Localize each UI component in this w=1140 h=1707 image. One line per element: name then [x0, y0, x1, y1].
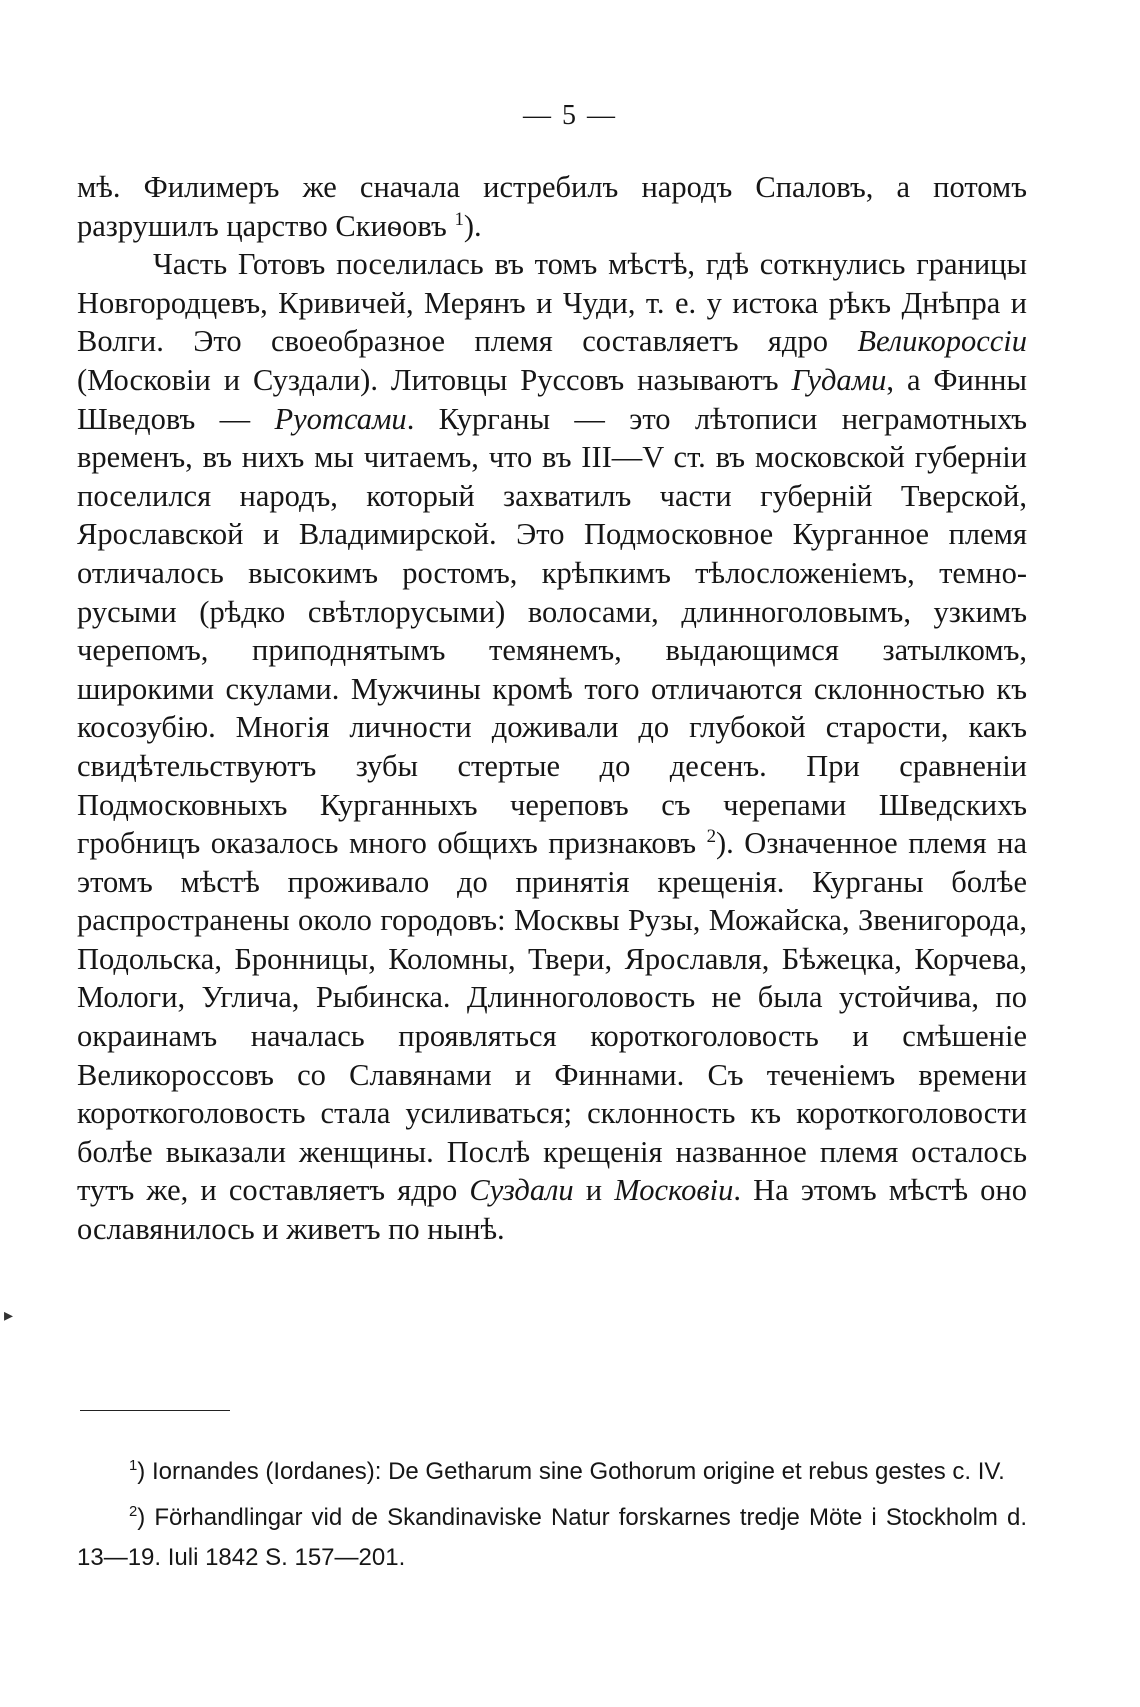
italic-term: Московіи — [614, 1173, 734, 1208]
italic-term: Руотсами — [274, 401, 407, 436]
text-run: ). Означенное племя на этомъ мѣстѣ проживало до принятія крещенія. Курганы болѣе распространены около городовъ: Москвы Рузы, Можайска, Звенигорода, Подольска, Бронницы, Коломны, Твери, Ярославля, Бѣжецка, Корчева, Мологи, Углича, Рыбинска. Длинноголовость не была устойчива, по окраинамъ началась проявляться короткоголовость и смѣшеніе Великороссовъ со Славянами и Финнами. Съ теченіемъ времени короткоголовость стала усиливаться; склонность къ короткоголовости болѣе выказали женщины. Послѣ крещенія названное племя осталось тутъ же, и составляетъ ядро — [77, 826, 1028, 1208]
page-number: — 5 — — [523, 100, 617, 131]
footnote-marker-paren: ) — [137, 1504, 155, 1531]
text-run: . Курганы — это лѣтописи неграмотныхъ временъ, въ нихъ мы читаемъ, что въ III—V ст. въ московской губерніи поселился народъ, который захватилъ части губерній Тверской, Ярославской и Владимирской. Это Подмосковное Курганное племя отличалось высокимъ ростомъ, крѣпкимъ тѣлосложеніемъ, темно-русыми (рѣдко свѣтлорусыми) волосами, длинноголовымъ, узкимъ черепомъ, приподнятымъ темянемъ, выдающимся затылкомъ, широкими скулами. Мужчины кромѣ того отличаются склонностью къ косозубію. Многія личности доживали до глубокой старости, какъ свидѣтельствуютъ зубы стертые до десенъ. При сравненіи Подмосковныхъ Курганныхъ череповъ съ черепами Шведскихъ гробницъ оказалось много общихъ признаковъ — [77, 401, 1028, 861]
text-run: (Московіи и Суздали). Литовцы Руссовъ называютъ — [77, 362, 792, 397]
italic-term: Гудами — [791, 362, 887, 397]
footnote-divider — [80, 1410, 230, 1411]
text-run: и — [573, 1173, 615, 1208]
footnote-marker: 2 — [129, 1504, 138, 1520]
footnote-marker: 1 — [129, 1458, 138, 1474]
italic-term: Суздали — [469, 1173, 574, 1208]
footnote-marker-paren: ) — [137, 1458, 152, 1485]
footnotes — [77, 1452, 1027, 1584]
paragraph — [77, 168, 1027, 245]
text-run: , а Финны Шведовъ — — [77, 362, 1027, 436]
margin-mark: ▸ — [4, 1305, 14, 1325]
text-run: мѣ. Филимеръ же сначала истребилъ народъ Спаловъ, а потомъ разрушилъ царство Скиѳовъ — [77, 170, 1027, 243]
italic-term: Великороссіи — [857, 324, 1027, 359]
footnote-reference: 1 — [454, 208, 464, 230]
main-text — [77, 168, 1027, 1249]
text-run: ). — [463, 208, 482, 243]
text-run: Часть Готовъ поселилась въ томъ мѣстѣ, гдѣ соткнулись границы Новгородцевъ, Кривичей, Мерянъ и Чуди, т. е. у истока рѣкъ Днѣпра и Волги. Это своеобразное племя составляетъ ядро — [77, 247, 1027, 359]
footnote — [77, 1452, 1027, 1492]
footnote — [77, 1498, 1027, 1578]
text-run: . На этомъ мѣстѣ оно ославянилось и живетъ по нынѣ. — [77, 1173, 1028, 1247]
footnote-reference: 2 — [706, 825, 717, 847]
footnote-text: Iornandes (Iordanes): De Getharum sine Gothorum origine et rebus gestes c. IV. — [151, 1458, 1005, 1485]
paragraph — [77, 245, 1027, 1248]
footnote-text: Förhandlingar vid de Skandinaviske Natur forskarnes tredje Möte i Stockholm d. 13—19. Iuli 1842 S. 157—201. — [77, 1504, 1027, 1571]
